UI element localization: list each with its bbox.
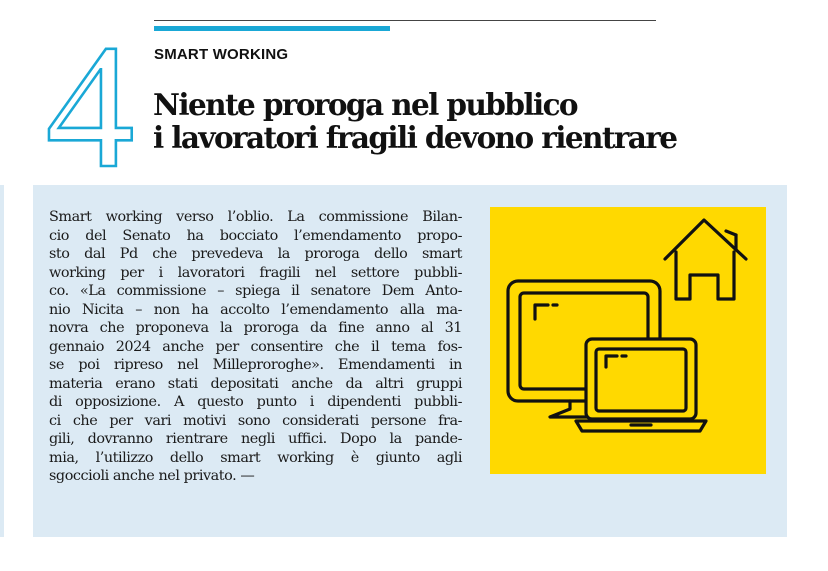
article-body [49, 208, 462, 486]
body-line: materia erano stati depositati anche da altri gruppi [49, 375, 462, 392]
house-icon [665, 220, 746, 299]
body-line: se poi ripreso nel Milleproroghe». Emendamenti in [49, 357, 462, 373]
body-line: di opposizione. A questo punto i dipendenti pubbli- [49, 394, 462, 410]
body-line: co. «La commissione – spiega il senatore Dem Anto- [49, 283, 462, 299]
body-line: gennaio 2024 anche per consentire che il tema fos- [49, 338, 462, 355]
body-line: nio Nicita – non ha accolto l’emendamento alla ma- [49, 301, 462, 318]
body-line: novra che proponeva la proroga da fine anno al 31 [49, 320, 462, 336]
body-line: ci che per vari motivi sono considerati persone fra- [49, 412, 462, 429]
headline [153, 88, 713, 154]
accent-bar [154, 26, 390, 31]
headline-line: Niente proroga nel pubblico [153, 87, 578, 122]
kicker: SMART WORKING [154, 46, 289, 63]
laptop-icon [576, 339, 706, 431]
body-line: sto dal Pd che prevedeva la proroga dello smart [49, 246, 462, 262]
body-line: sgoccioli anche nel privato. — [49, 468, 255, 484]
svg-text:4: 4 [45, 8, 135, 178]
body-line: mia, l’utilizzo dello smart working è giunto agli [49, 449, 462, 466]
body-line: cio del Senato ha bocciato l’emendamento propo- [49, 227, 462, 244]
body-line: working per i lavoratori fragili nel settore pubbli- [49, 264, 462, 281]
body-line: gili, dovranno rientrare negli uffici. Dopo la pande- [49, 431, 462, 447]
illustration-graphic [490, 207, 766, 474]
article-number [30, 8, 150, 178]
illustration [490, 207, 766, 474]
body-line: Smart working verso l’oblio. La commissione Bilan- [49, 209, 462, 225]
adjacent-column-edge [0, 185, 4, 537]
headline-line: i lavoratori fragili devono rientrare [153, 120, 677, 155]
top-rule [154, 20, 656, 21]
